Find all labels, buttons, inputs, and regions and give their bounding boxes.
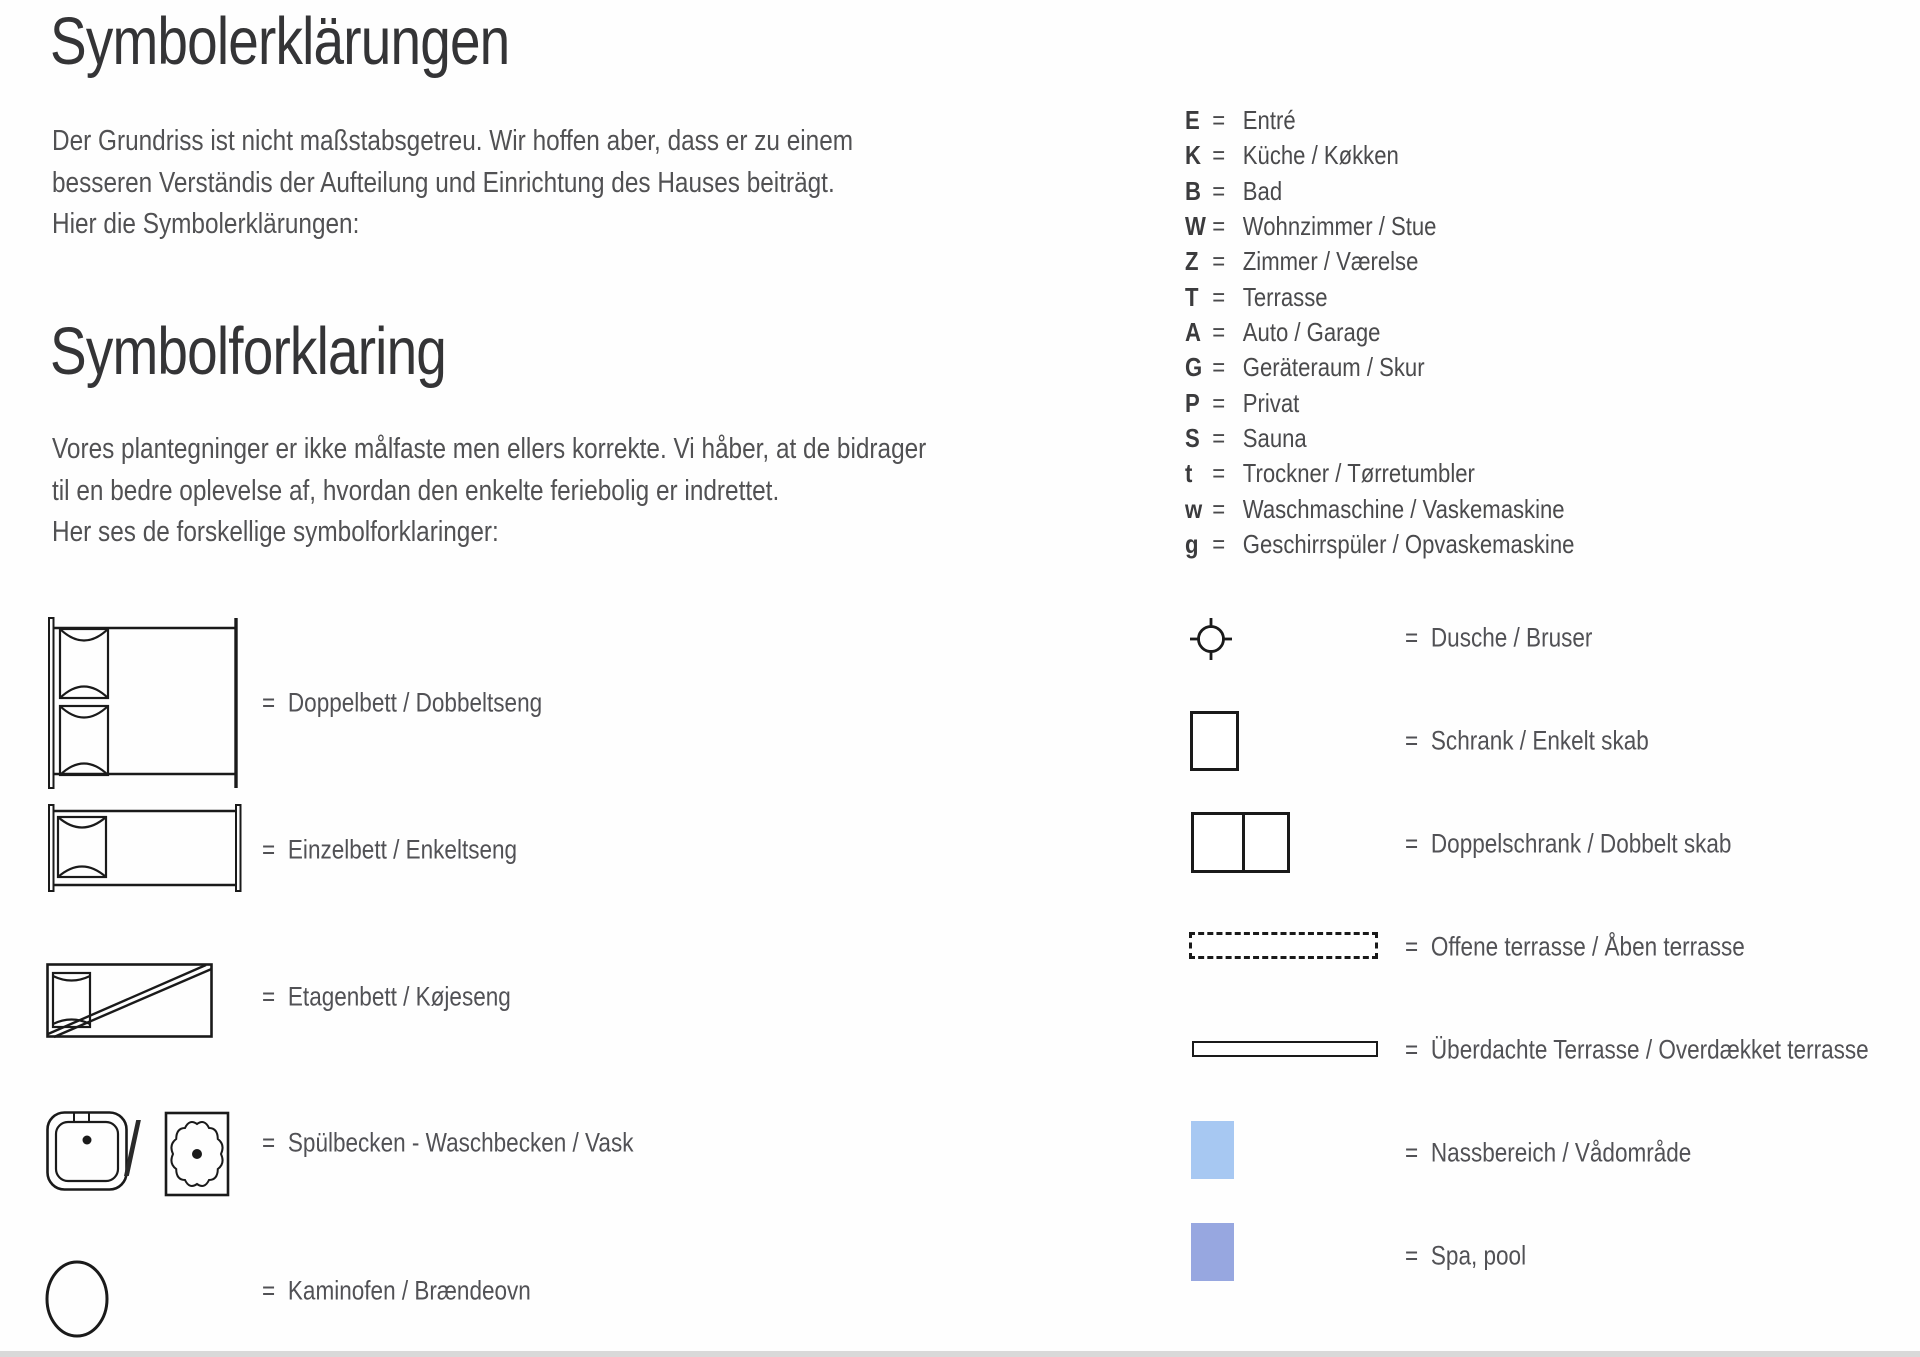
equals-sign: = xyxy=(1405,1034,1419,1065)
intro-paragraph-german xyxy=(52,121,853,246)
abbr-letter: E xyxy=(1185,105,1200,135)
abbr-meaning: Bad xyxy=(1242,175,1283,206)
abbr-meaning: Geschirrspüler / Opvaskemaskine xyxy=(1242,529,1575,560)
equals-sign: = xyxy=(1405,1137,1419,1168)
equals-sign: = xyxy=(1212,458,1226,489)
legend-label-spa-pool xyxy=(1405,1241,1526,1272)
equals-sign: = xyxy=(1212,246,1226,277)
legend-label-wet-area xyxy=(1405,1138,1691,1169)
abbr-letter: w xyxy=(1185,493,1203,524)
abbreviation-row xyxy=(1185,315,1574,350)
abbreviation-row xyxy=(1185,527,1574,562)
legend-label-single-closet xyxy=(1405,726,1649,757)
room-abbreviation-list xyxy=(1185,103,1574,562)
legend-label-wood-stove xyxy=(262,1276,531,1307)
legend-label-text: Offene terrasse / Åben terrasse xyxy=(1430,931,1745,962)
washbasin-icon xyxy=(164,1111,230,1197)
abbr-meaning: Trockner / Tørretumbler xyxy=(1242,458,1475,489)
abbr-letter: K xyxy=(1185,140,1201,171)
equals-sign: = xyxy=(262,687,276,718)
abbr-letter: P xyxy=(1185,387,1200,418)
paragraph-line: til en bedre oplevelse af, hvordan den enkelte feriebolig er indrettet. xyxy=(52,474,780,507)
intro-paragraph-danish xyxy=(52,429,926,554)
paragraph-line: Der Grundriss ist nicht maßstabsgetreu. Wir hoffen aber, dass er zu einem xyxy=(52,125,854,157)
equals-sign: = xyxy=(1212,211,1226,242)
single-bed-icon xyxy=(48,803,242,893)
legend-label-text: Etagenbett / Køjeseng xyxy=(287,981,511,1012)
legend-label-double-closet xyxy=(1405,829,1731,860)
legend-label-text: Doppelbett / Dobbeltseng xyxy=(287,687,543,718)
abbr-letter: B xyxy=(1185,175,1201,206)
equals-sign: = xyxy=(1212,387,1226,418)
abbr-meaning: Privat xyxy=(1242,387,1300,418)
abbr-letter: Z xyxy=(1185,246,1199,277)
abbreviation-row xyxy=(1185,138,1574,173)
legend-label-text: Kaminofen / Brændeovn xyxy=(287,1275,531,1306)
abbreviation-row xyxy=(1185,280,1574,315)
abbreviation-row xyxy=(1185,386,1574,421)
legend-label-sink xyxy=(262,1128,633,1159)
equals-sign: = xyxy=(1212,105,1226,135)
abbr-letter: g xyxy=(1185,529,1199,560)
paragraph-line: Hier die Symbolerklärungen: xyxy=(52,208,360,240)
legend-label-shower xyxy=(1405,623,1592,654)
legend-label-text: Nassbereich / Vådområde xyxy=(1430,1137,1692,1168)
paragraph-line: besseren Verständis der Aufteilung und Einrichtung des Hauses beiträgt. xyxy=(52,166,835,199)
abbr-letter: G xyxy=(1185,352,1203,383)
equals-sign: = xyxy=(262,834,276,865)
spa-pool-swatch xyxy=(1191,1223,1234,1281)
equals-sign: = xyxy=(1405,725,1419,756)
equals-sign: = xyxy=(1212,140,1226,171)
abbr-letter: S xyxy=(1185,423,1200,454)
shower-icon xyxy=(1188,616,1234,662)
equals-sign: = xyxy=(1405,828,1419,859)
page-title-danish: Symbolforklaring xyxy=(50,314,447,389)
double-closet-icon xyxy=(1191,812,1290,873)
abbreviation-row xyxy=(1185,421,1574,456)
equals-sign: = xyxy=(1212,281,1226,312)
equals-sign: = xyxy=(1212,529,1226,560)
abbreviation-row xyxy=(1185,103,1574,138)
single-closet-icon xyxy=(1190,711,1239,771)
abbreviation-row xyxy=(1185,209,1574,244)
abbr-meaning: Küche / Køkken xyxy=(1242,140,1399,171)
abbreviation-row xyxy=(1185,492,1574,527)
equals-sign: = xyxy=(1212,493,1226,524)
legend-label-text: Spülbecken - Waschbecken / Vask xyxy=(287,1127,634,1158)
equals-sign: = xyxy=(1405,931,1419,962)
bottom-edge-bar xyxy=(0,1351,1920,1357)
equals-sign: = xyxy=(1212,352,1226,383)
abbr-meaning: Sauna xyxy=(1242,423,1307,454)
abbr-meaning: Auto / Garage xyxy=(1242,317,1381,348)
page-title-german: Symbolerklärungen xyxy=(50,4,510,79)
equals-sign: = xyxy=(1405,622,1419,653)
abbreviation-row xyxy=(1185,456,1574,491)
abbr-letter: A xyxy=(1185,317,1201,348)
legend-label-double-bed xyxy=(262,688,542,719)
abbr-letter: t xyxy=(1185,458,1193,489)
equals-sign: = xyxy=(262,1275,276,1306)
equals-sign: = xyxy=(262,981,276,1012)
legend-label-single-bed xyxy=(262,835,517,866)
abbr-meaning: Waschmaschine / Vaskemaskine xyxy=(1242,493,1565,524)
equals-sign: = xyxy=(1212,317,1226,348)
abbr-meaning: Wohnzimmer / Stue xyxy=(1242,211,1437,242)
closet-divider xyxy=(1242,815,1245,870)
wet-area-swatch xyxy=(1191,1121,1234,1179)
abbr-letter: T xyxy=(1185,281,1199,312)
equals-sign: = xyxy=(1405,1240,1419,1271)
covered-terrace-icon xyxy=(1192,1041,1378,1057)
legend-label-open-terrace xyxy=(1405,932,1745,963)
equals-sign: = xyxy=(262,1127,276,1158)
abbr-meaning: Geräteraum / Skur xyxy=(1242,352,1425,383)
bunk-bed-icon xyxy=(46,963,214,1039)
abbr-meaning: Terrasse xyxy=(1242,281,1328,312)
kitchen-sink-icon xyxy=(46,1109,128,1193)
legend-label-text: Einzelbett / Enkeltseng xyxy=(287,834,518,865)
double-bed-icon xyxy=(48,616,239,790)
equals-sign: = xyxy=(1212,423,1226,454)
abbreviation-row xyxy=(1185,174,1574,209)
equals-sign: = xyxy=(1212,175,1226,206)
wood-stove-icon xyxy=(44,1259,110,1339)
abbreviation-row xyxy=(1185,244,1574,279)
abbr-meaning: Entré xyxy=(1242,105,1296,135)
paragraph-line: Vores plantegninger er ikke målfaste men ellers korrekte. Vi håber, at de bidrager xyxy=(52,433,927,465)
abbr-letter: W xyxy=(1185,211,1206,242)
legend-label-covered-terrace xyxy=(1405,1035,1869,1066)
slash-separator: / xyxy=(124,1107,141,1192)
paragraph-line: Her ses de forskellige symbolforklaringer: xyxy=(52,516,499,548)
legend-label-text: Doppelschrank / Dobbelt skab xyxy=(1430,828,1732,859)
legend-label-text: Spa, pool xyxy=(1430,1240,1527,1271)
abbreviation-row xyxy=(1185,350,1574,385)
legend-label-text: Überdachte Terrasse / Overdækket terrasse xyxy=(1430,1034,1869,1065)
legend-label-text: Schrank / Enkelt skab xyxy=(1430,725,1649,756)
legend-label-text: Dusche / Bruser xyxy=(1430,622,1593,653)
legend-label-bunk-bed xyxy=(262,982,511,1013)
abbr-meaning: Zimmer / Værelse xyxy=(1242,246,1419,277)
open-terrace-icon xyxy=(1189,932,1378,959)
